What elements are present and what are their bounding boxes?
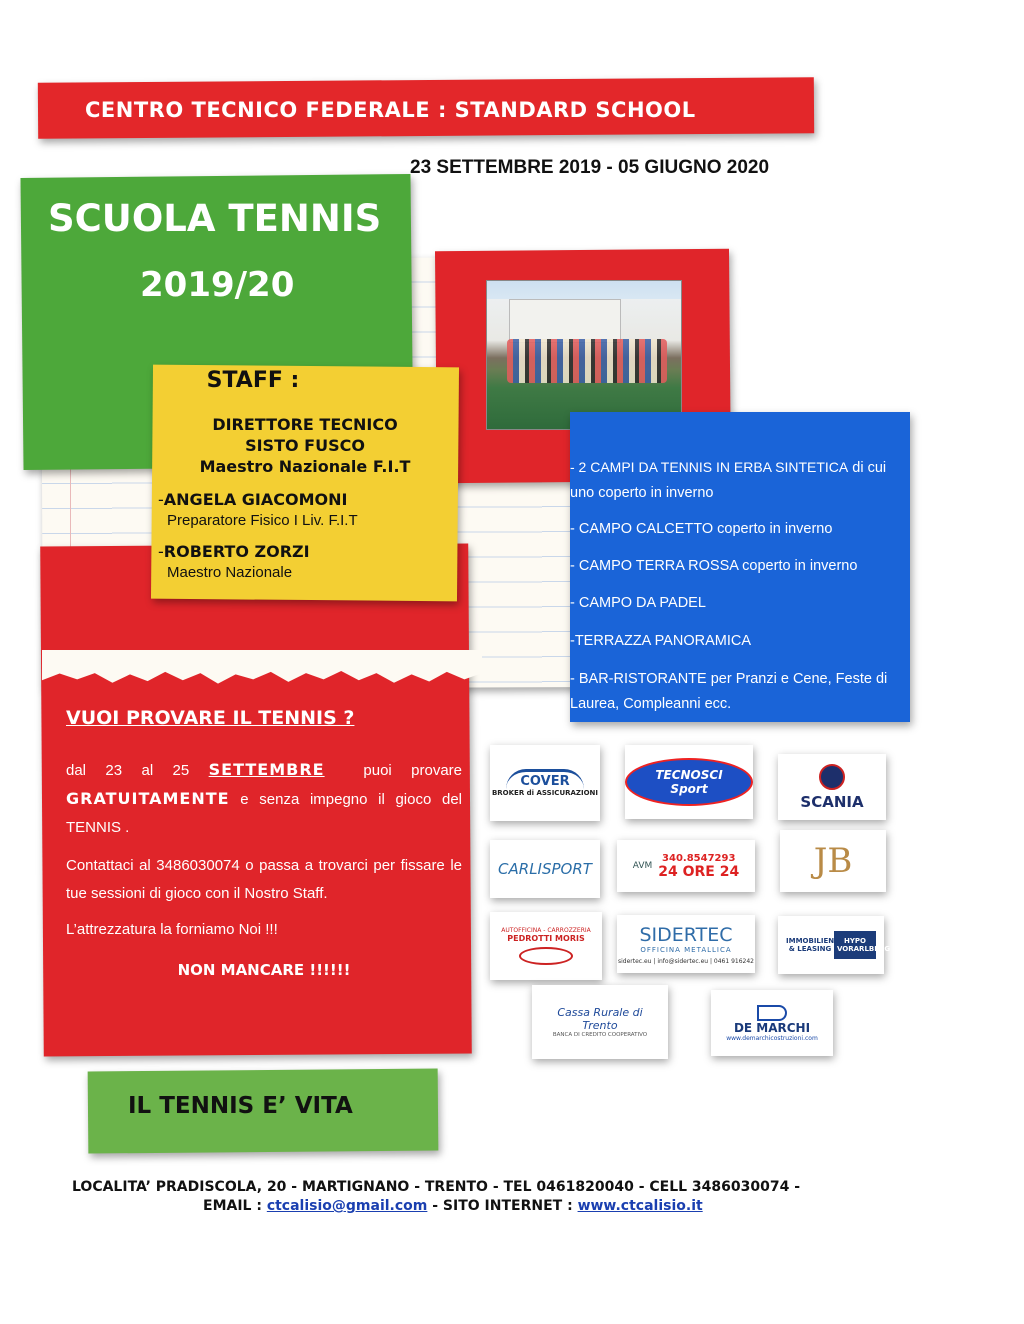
facility-item: - CAMPO CALCETTO coperto in inverno — [570, 521, 833, 537]
sponsor-avm: AVM 340.8547293 24 ORE 24 — [617, 840, 755, 892]
director-name: SISTO FUSCO — [245, 436, 365, 455]
promo-paragraph-2: Contattaci al 3486030074 o passa a trovarci per fissare le tue sessioni di gioco con il Nostro Staff. — [66, 857, 462, 902]
promo-heading: VUOI PROVARE IL TENNIS ? — [66, 707, 355, 729]
staff-member-1-role: Preparatore Fisico I Liv. F.I.T — [167, 512, 358, 529]
director-title: Maestro Nazionale F.I.T — [199, 457, 411, 476]
sponsor-scania: SCANIA — [778, 754, 886, 820]
email-link[interactable]: ctcalisio@gmail.com — [266, 1198, 428, 1214]
page-title: SCUOLA TENNIS — [48, 197, 382, 240]
website-link[interactable]: www.ctcalisio.it — [577, 1198, 703, 1214]
motto-text: IL TENNIS E’ VITA — [128, 1093, 353, 1119]
sponsor-cover: COVER BROKER di ASSICURAZIONI — [490, 745, 600, 821]
promo-paragraph-4: NON MANCARE !!!!!! — [177, 961, 351, 979]
facility-item: - CAMPO TERRA ROSSA coperto in inverno — [570, 558, 858, 574]
director-role: DIRETTORE TECNICO — [212, 415, 398, 434]
footer-address: LOCALITA’ PRADISCOLA, 20 - MARTIGNANO - TRENTO - TEL 0461820040 - CELL 3486030074 - — [72, 1179, 801, 1195]
page-subtitle: 2019/20 — [140, 265, 295, 305]
sponsor-sidertec: SIDERTEC OFFICINA METALLICA sidertec.eu | info@sidertec.eu | 0461 916242 — [617, 915, 755, 973]
staff-member-2-role: Maestro Nazionale — [167, 564, 293, 581]
promo-paragraph-3: L’attrezzatura la forniamo Noi !!! — [66, 921, 278, 938]
sponsor-hypo: IMMOBILIEN & LEASING HYPO VORARLBERG — [778, 916, 884, 974]
facility-item: - 2 CAMPI DA TENNIS IN ERBA SINTETICA di cui uno coperto in inverno — [570, 459, 887, 501]
sponsor-jb: JB — [780, 830, 886, 892]
sponsor-cassa-rurale: Cassa Rurale di Trento BANCA DI CREDITO COOPERATIVO — [532, 985, 668, 1059]
sponsor-carlisport: CARLISPORT — [490, 840, 600, 898]
promo-paragraph-1: dal 23 al 25 SETTEMBRE puoi provare GRATUITAMENTE e senza impegno il gioco del TENNIS . — [66, 760, 463, 836]
staff-member-2: -ROBERTO ZORZI — [158, 542, 310, 561]
crowd-shape — [507, 339, 667, 383]
facility-item: -TERRAZZA PANORAMICA — [570, 633, 751, 649]
clubhouse-shape — [509, 299, 621, 343]
sponsor-tecnosci: TECNOSCI Sport — [625, 745, 753, 819]
car-icon — [519, 947, 573, 965]
staff-heading: STAFF : — [206, 368, 300, 393]
group-photo — [486, 280, 682, 430]
sponsor-pedrotti: AUTOFFICINA - CARROZZERIA PEDROTTI MORIS — [490, 912, 602, 980]
scania-griffin-icon — [819, 764, 845, 790]
staff-member-1: -ANGELA GIACOMONI — [158, 490, 348, 509]
facility-item: - BAR-RISTORANTE per Pranzi e Cene, Feste di Laurea, Compleanni ecc. — [570, 671, 888, 712]
sponsor-de-marchi: DE MARCHI www.demarchicostruzioni.com — [711, 990, 833, 1056]
footer-contacts: EMAIL : ctcalisio@gmail.com - SITO INTERNET : www.ctcalisio.it — [203, 1198, 703, 1214]
banner-title: CENTRO TECNICO FEDERALE : STANDARD SCHOOL — [85, 98, 696, 122]
season-dates: 23 SETTEMBRE 2019 - 05 GIUGNO 2020 — [410, 157, 770, 178]
de-marchi-icon — [757, 1005, 787, 1021]
facility-item: - CAMPO DA PADEL — [570, 595, 706, 611]
